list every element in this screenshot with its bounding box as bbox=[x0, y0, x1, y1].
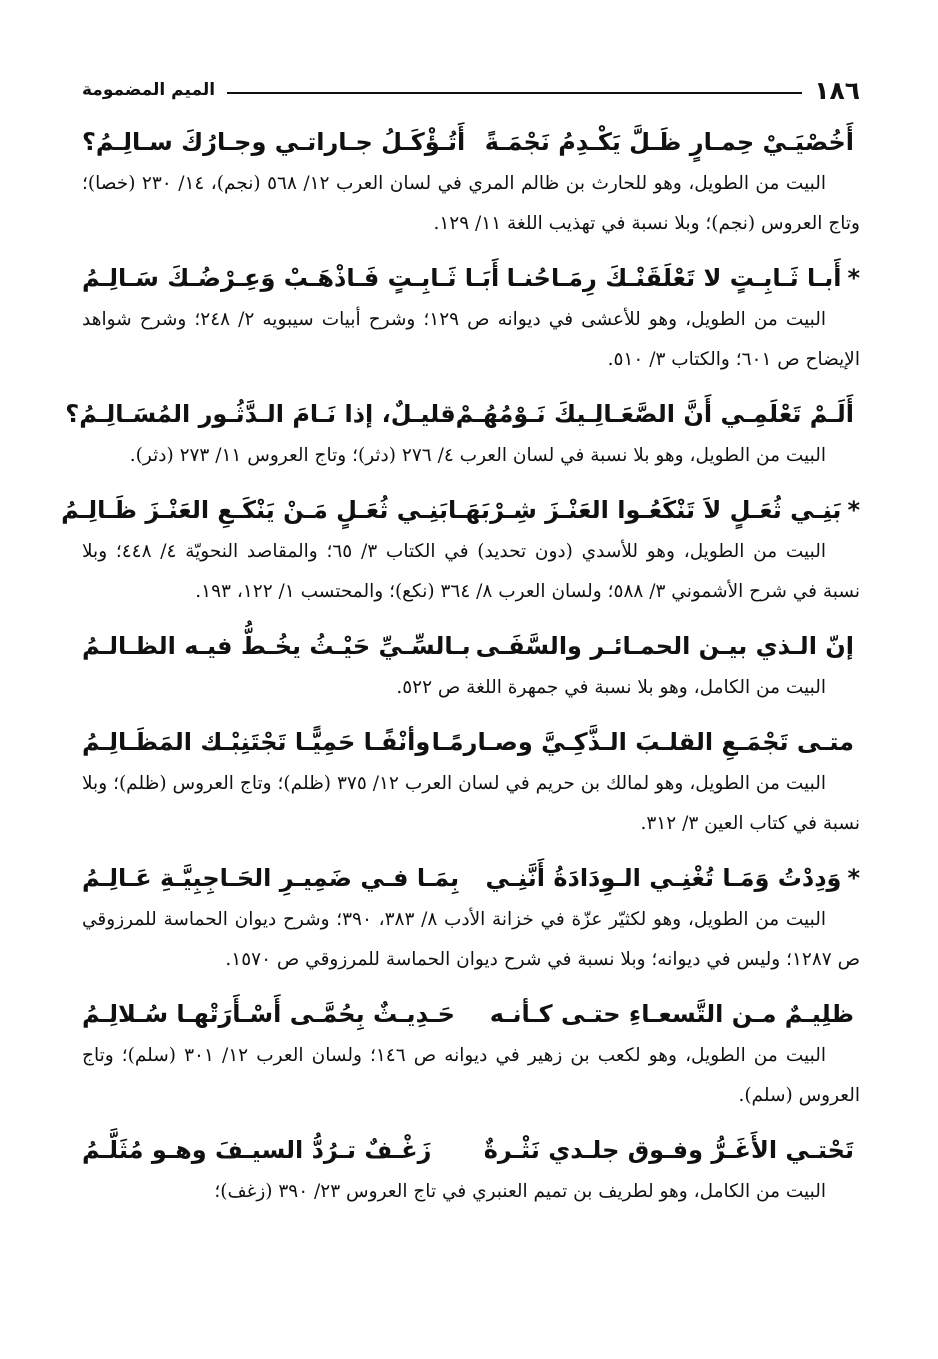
entry-7 bbox=[82, 856, 860, 980]
source-note: البيت من الطويل، وهو بلا نسبة في لسان العرب ٤/ ٢٧٦ (دثر)؛ وتاج العروس ١١/ ٢٧٣ (دثر). bbox=[129, 445, 826, 466]
verse-first-hemistich: وَدِدْتُ وَمَـا تُغْنِـي الـوِدَادَةُ أَنَّنِـي bbox=[485, 864, 842, 892]
source-note: البيت من الطويل، وهو لمالك بن حريم في لسان العرب ١٢/ ٣٧٥ (ظلم)؛ وتاج العروس (ظلم)؛ وبلا نسبة في كتاب العين ٣/ ٣١٢. bbox=[82, 773, 860, 834]
verse-second-hemistich: بِمَـا فـي ضَمِيـرِ الحَـاجِبِيَّـةِ عَـالِـمُ bbox=[82, 864, 460, 892]
verse-first-hemistich: أَخُصْيَـيْ حِمـارٍ ظَـلَّ يَكْـدِمُ نَجْمَـةً bbox=[484, 128, 854, 156]
verse bbox=[82, 256, 860, 300]
entry-1 bbox=[82, 120, 860, 244]
verse-second-hemistich: أَبَـا ثَـابِـتٍ فَـاذْهَـبْ وَعِـرْضُـكَ سَـالِـمُ bbox=[82, 264, 500, 292]
star-marker: * bbox=[847, 264, 860, 292]
verse bbox=[82, 624, 860, 668]
entry-8 bbox=[82, 992, 860, 1116]
verse-first-hemistich: بَنِـي ثُعَـلٍ لاَ تَنْكَعُـوا العَنْـزَ شِـرْبَهَـا bbox=[448, 496, 842, 524]
verse-first-hemistich: ظلِيـمٌ مـن التَّسعـاءِ حتـى كـأنـه bbox=[489, 1000, 854, 1028]
verse-first-hemistich: أَبـا ثَـابِـتٍ لا تَعْلَقَنْـكَ رِمَـاحُنـا bbox=[506, 264, 842, 292]
verse-second-hemistich: بـالسِّـيِّ حَيْـثُ يخُـطُّ فيـه الظـالـمُ bbox=[82, 632, 471, 660]
star-marker: * bbox=[847, 496, 860, 524]
verse-second-hemistich: أَتُـؤْكَـلُ جـاراتـي وجـارُكَ سـالِـمُ؟ bbox=[82, 128, 466, 156]
page-header bbox=[82, 72, 860, 108]
verse-first-hemistich: متـى تَجْمَـعِ القلـبَ الـذَّكِـيَّ وصـارمًـا bbox=[431, 728, 854, 756]
source-note: البيت من الطويل، وهو للأعشى في ديوانه ص ١٢٩؛ وشرح أبيات سيبويه ٢/ ٢٤٨؛ وشرح شواهد الإيضاح ص ٦٠١؛ والكتاب ٣/ ٥١٠. bbox=[82, 309, 860, 370]
verse-second-hemistich: حَـدِيـثٌ بِحُمَّـى أَسْـأَرَتْهـا سُـلالِـمُ bbox=[82, 1000, 455, 1028]
verse-second-hemistich: بَنِـي ثُعَـلٍ مَـنْ يَنْكَـعِ العَنْـزَ ظَـالِـمُ bbox=[61, 496, 448, 524]
running-title: الميم المضمومة bbox=[82, 80, 216, 100]
entry-6 bbox=[82, 720, 860, 844]
verse bbox=[82, 856, 860, 900]
star-marker: * bbox=[847, 864, 860, 892]
source-note: البيت من الطويل، وهو لكثيّر عزّة في خزانة الأدب ٨/ ٣٨٣، ٣٩٠؛ وشرح ديوان الحماسة للمرزوقي ص ١٢٨٧؛ وليس في ديوانه؛ وبلا نسبة في شرح ديوان الحماسة للمرزوقي ص ١٥٧٠. bbox=[82, 909, 860, 970]
entry-9 bbox=[82, 1128, 860, 1212]
verse-first-hemistich: تَحْتـي الأَغَـرُّ وفـوق جلـدي نَثْـرةٌ bbox=[483, 1136, 854, 1164]
verse bbox=[82, 120, 860, 164]
verse-second-hemistich: زَغْـفٌ تـرُدُّ السيـفَ وهـو مُثَلَّـمُ bbox=[82, 1136, 432, 1164]
source-note: البيت من الكامل، وهو لطريف بن تميم العنبري في تاج العروس ٢٣/ ٣٩٠ (زغف)؛ bbox=[214, 1181, 826, 1202]
entry-4 bbox=[61, 488, 860, 612]
verse-first-hemistich: أَلَـمْ تَعْلَمِـي أَنَّ الصَّعَـالِـيكَ نَـوْمُهُـمْ bbox=[455, 400, 854, 428]
source-note: البيت من الطويل، وهو لكعب بن زهير في ديوانه ص ١٤٦؛ ولسان العرب ١٢/ ٣٠١ (سلم)؛ وتاج العروس (سلم). bbox=[82, 1045, 860, 1106]
verse bbox=[65, 392, 860, 436]
verse-second-hemistich: قليـلٌ، إذا نَـامَ الـدَّثُـور المُسَـالِـمُ؟ bbox=[65, 400, 456, 428]
entry-5 bbox=[82, 624, 860, 708]
verse bbox=[82, 1128, 860, 1172]
entry-3 bbox=[65, 392, 860, 476]
page-number: ١٨٦ bbox=[814, 75, 860, 105]
source-note: البيت من الطويل، وهو للحارث بن ظالم المري في لسان العرب ١٢/ ٥٦٨ (نجم)، ١٤/ ٢٣٠ (خصا)؛ وتاج العروس (نجم)؛ وبلا نسبة في تهذيب اللغة ١١/ ١٢٩. bbox=[82, 173, 860, 234]
verse-first-hemistich: إنّ الـذي بيـن الحمـائـر والسَّفَـى bbox=[475, 632, 854, 660]
entry-2 bbox=[82, 256, 860, 380]
verse bbox=[82, 720, 860, 764]
source-note: البيت من الكامل، وهو بلا نسبة في جمهرة اللغة ص ٥٢٢. bbox=[396, 677, 826, 698]
verse bbox=[61, 488, 860, 532]
verse-second-hemistich: وأنْفًـا حَمِيًّـا تَجْتَنِبْـك المَظَـالِـمُ bbox=[82, 728, 431, 756]
source-note: البيت من الطويل، وهو للأسدي (دون تحديد) في الكتاب ٣/ ٦٥؛ والمقاصد النحويّة ٤/ ٤٤٨؛ وبلا نسبة في شرح الأشموني ٣/ ٥٨٨؛ ولسان العرب ٨/ ٣٦٤ (نكع)؛ والمحتسب ١/ ١٢٢، ١٩٣. bbox=[82, 541, 860, 602]
verse bbox=[82, 992, 860, 1036]
header-rule bbox=[227, 92, 802, 94]
